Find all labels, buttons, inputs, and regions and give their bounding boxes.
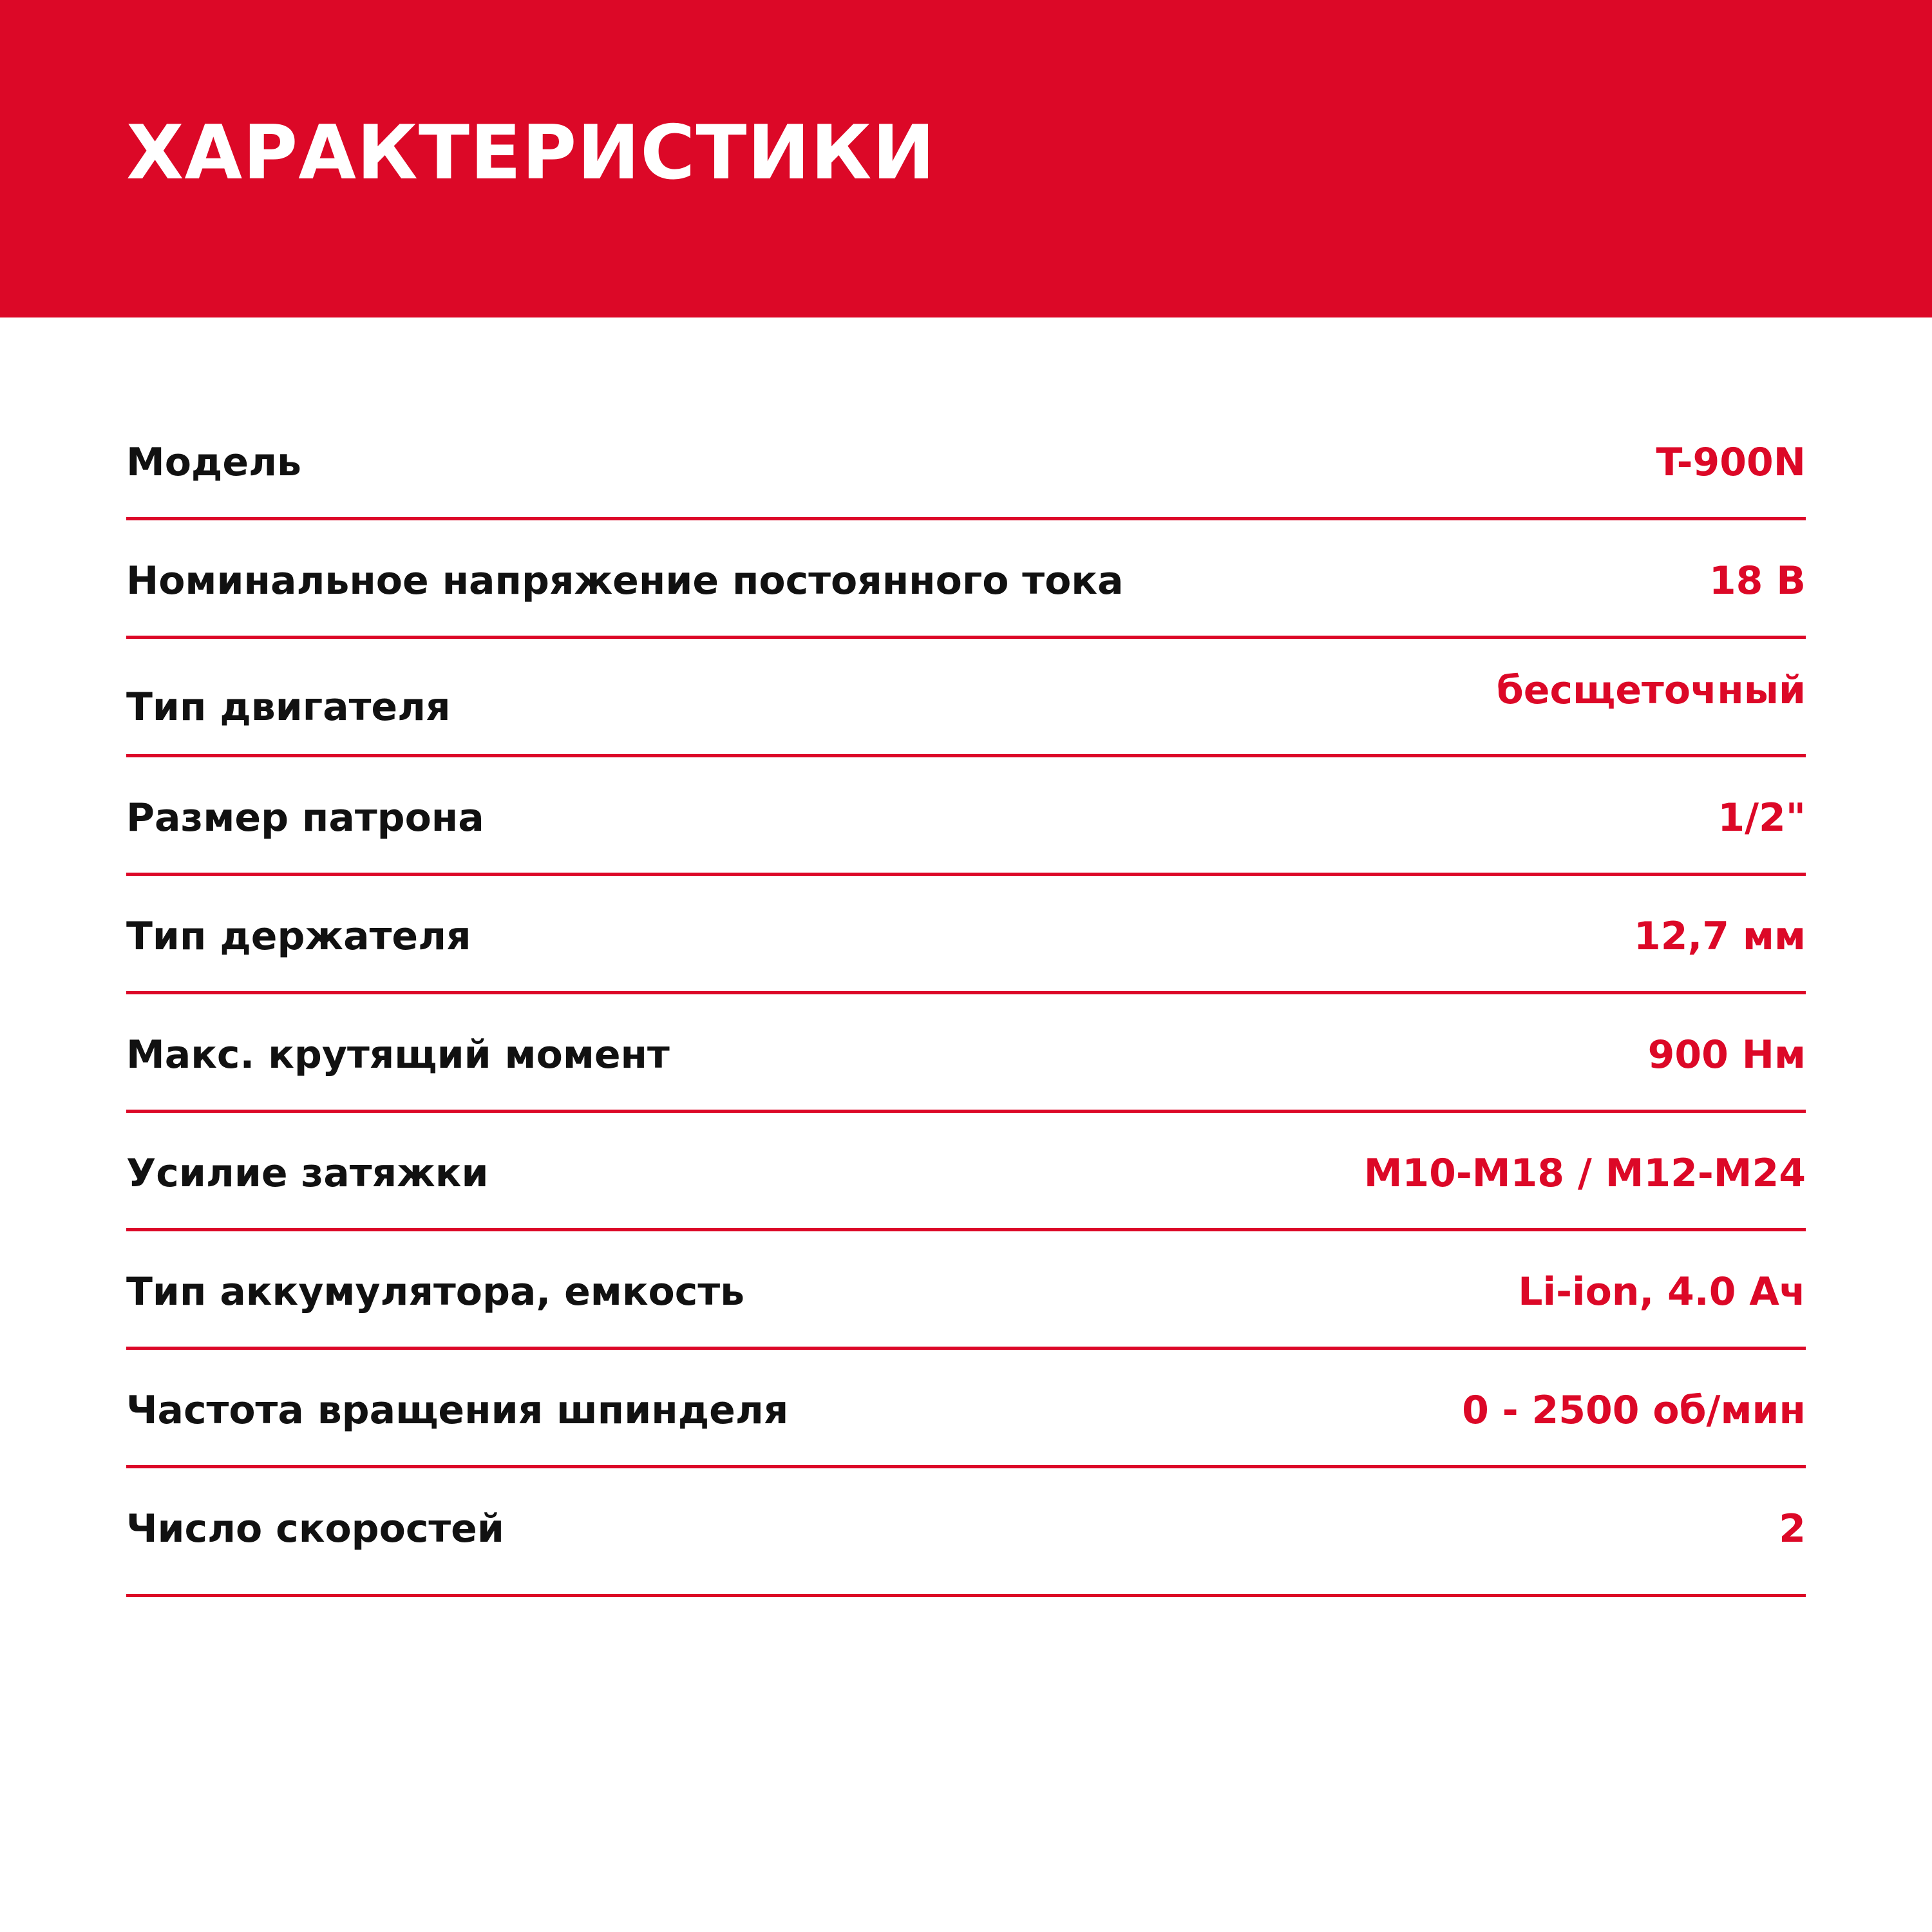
spec-table xyxy=(126,402,1806,1597)
spec-row-spindle-speed xyxy=(126,1350,1806,1468)
spec-label: Размер патрона xyxy=(126,795,484,840)
spec-row-motor-type xyxy=(126,639,1806,757)
spec-value: М10-М18 / М12-М24 xyxy=(1363,1151,1806,1196)
spec-value: 0 - 2500 об/мин xyxy=(1462,1388,1806,1433)
spec-value: Li-ion, 4.0 Ач xyxy=(1518,1269,1806,1314)
spec-value: 18 В xyxy=(1709,558,1806,603)
spec-label: Частота вращения шпинделя xyxy=(126,1388,789,1433)
spec-label: Номинальное напряжение постоянного тока xyxy=(126,558,1124,603)
spec-label: Тип двигателя xyxy=(126,685,451,730)
header-banner xyxy=(0,0,1932,317)
page-title: ХАРАКТЕРИСТИКИ xyxy=(126,109,936,196)
spec-row-speeds-count xyxy=(126,1468,1806,1597)
spec-row-battery xyxy=(126,1231,1806,1350)
spec-row-voltage xyxy=(126,520,1806,639)
spec-row-model xyxy=(126,402,1806,520)
spec-label: Число скоростей xyxy=(126,1506,504,1551)
spec-value: бесщеточный xyxy=(1496,668,1806,713)
spec-value: 900 Нм xyxy=(1647,1032,1806,1077)
spec-value: 1/2" xyxy=(1718,795,1806,840)
spec-row-chuck-size xyxy=(126,757,1806,876)
spec-value: 2 xyxy=(1779,1506,1806,1551)
spec-label: Тип аккумулятора, емкость xyxy=(126,1269,745,1314)
spec-label: Макс. крутящий момент xyxy=(126,1032,670,1077)
spec-row-max-torque xyxy=(126,994,1806,1113)
spec-value: 12,7 мм xyxy=(1633,914,1806,959)
spec-value: T-900N xyxy=(1656,440,1806,485)
spec-row-holder-type xyxy=(126,876,1806,994)
spec-label: Усилие затяжки xyxy=(126,1151,489,1196)
spec-label: Модель xyxy=(126,440,301,485)
spec-row-tightening xyxy=(126,1113,1806,1231)
spec-label: Тип держателя xyxy=(126,914,471,959)
